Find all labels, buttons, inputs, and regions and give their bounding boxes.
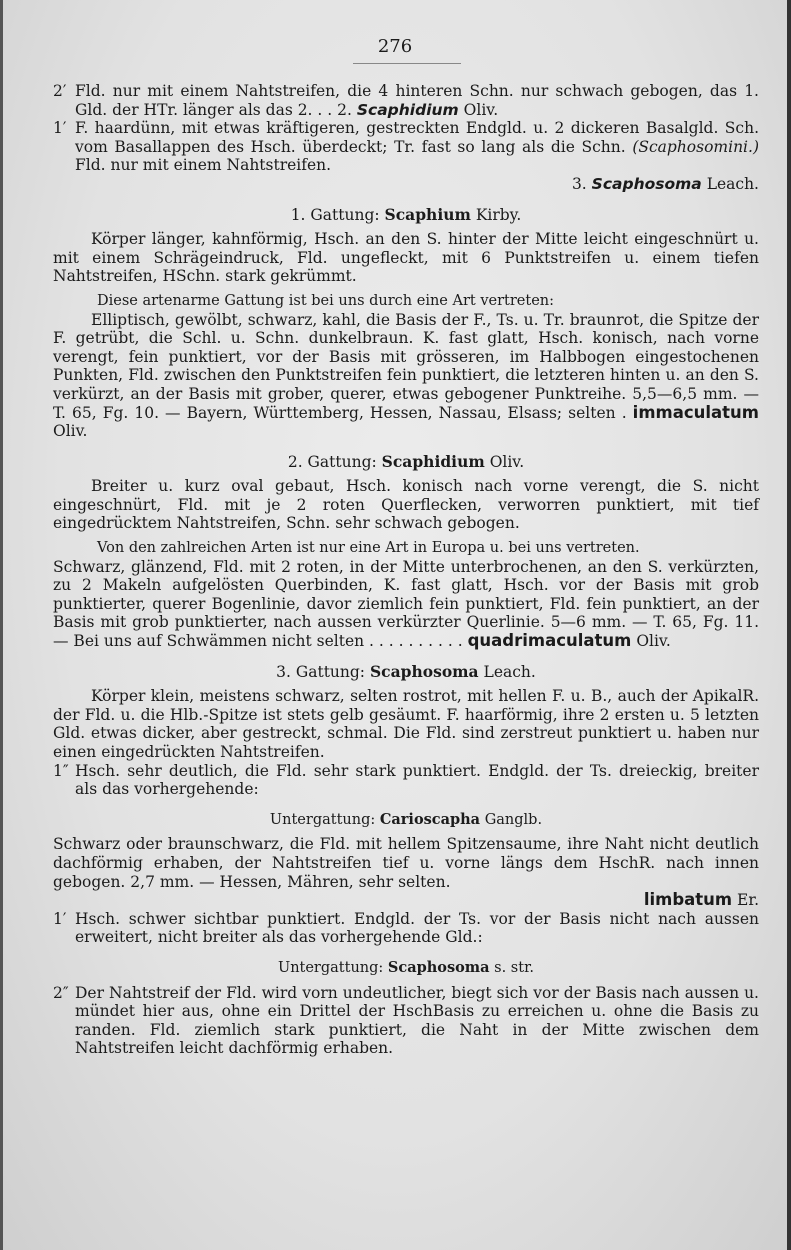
species-author: Oliv. bbox=[53, 422, 88, 441]
species-description: Schwarz, glänzend, Fld. mit 2 roten, in der Mitte unterbrochenen, an den S. verkürzten, zu 2 Makeln aufgelösten Querbinden, K. fast glatt, Hsch. vor der Basis mit grob punktierter, querer Bogenlinie, davor ziemlich fein punktiert, Fld. fein punktiert, an der Basis mit grob punktierter, nach aussen verkürzter Querlinie. 5—6 mm. — T. 65, Fg. 11. — Bei uns auf Schwämmen nicht selten . . . . . . . . . . bbox=[53, 557, 759, 651]
species-name: quadrimaculatum bbox=[467, 631, 632, 651]
key-number: 2″ bbox=[53, 983, 69, 1002]
page-body bbox=[53, 82, 759, 1058]
heading-label: 1. Gattung: bbox=[290, 205, 380, 224]
heading-label: 2. Gattung: bbox=[287, 452, 377, 471]
species-entry bbox=[53, 558, 759, 651]
key-couplet-2b bbox=[53, 984, 759, 1058]
genus-note: Von den zahlreichen Arten ist nur eine Art in Europa u. bei uns vertreten. bbox=[97, 540, 640, 557]
genus-description: Körper länger, kahnförmig, Hsch. an den S. hinter der Mitte leicht eingeschnürt u. mit einem Schrägeindruck, Fld. ungefleckt, mit 6 Punktstreifen u. einem tiefen Nahtstreifen, HSchn. stark gekrümmt. bbox=[53, 230, 759, 286]
key-text: Der Nahtstreif der Fld. wird vorn undeutlicher, biegt sich vor der Basis nach aussen u. mündet hier aus, ohne ein Drittel der HschBasis zu erreichen u. ohne die Basis zu randen. Fld. ziemlich stark punktiert, die Naht in der Mitte zwischen dem Nahtstreifen leicht dachförmig erhaben. bbox=[75, 983, 759, 1058]
genus-author: Leach. bbox=[706, 174, 759, 193]
key-couplet-1b bbox=[53, 762, 759, 799]
key-number: 1′ bbox=[53, 909, 67, 928]
species-author: Oliv. bbox=[636, 632, 671, 651]
heading-author: Oliv. bbox=[489, 452, 525, 471]
key-number: 2′ bbox=[53, 82, 67, 100]
species-entry bbox=[53, 311, 759, 441]
genus-note: Diese artenarme Gattung ist bei uns durch eine Art vertreten: bbox=[97, 292, 554, 309]
subgenus-label: Untergattung: bbox=[277, 959, 384, 976]
subgenus-name: Scaphosoma bbox=[387, 958, 490, 976]
subgenus-author: Ganglb. bbox=[484, 811, 543, 828]
genus-name: Scaphidium bbox=[356, 100, 459, 119]
subgenus-heading-scaphosoma bbox=[53, 959, 759, 978]
genus-heading-scaphidium bbox=[53, 453, 759, 472]
genus-name: Scaphosoma bbox=[591, 174, 702, 193]
key-text: Fld. nur mit einem Nahtstreifen, die 4 hinteren Schn. nur schwach gebogen, das 1. Gld. der HTr. länger als das 2. . . 2. bbox=[75, 82, 759, 119]
species-author: Er. bbox=[737, 891, 759, 910]
genus-heading-scaphosoma bbox=[53, 663, 759, 682]
species-description: Elliptisch, gewölbt, schwarz, kahl, die Basis der F., Ts. u. Tr. braunrot, die Spitze der F. getrübt, die Schl. u. Schn. dunkelbraun. K. fast glatt, Hsch. konisch, nach vorne verengt, fein punktiert, vor der Basis mit grösseren, im Halbbogen eingestochenen Punkten, Fld. zwischen den Punktstreifen fein punktiert, die letzteren hinten u. an den S. verkürzt, an der Basis mit grober, querer, etwas gebogener Punktreihe. 5,5—6,5 mm. — T. 65, Fg. 10. — Bayern, Württemberg, Hessen, Nassau, Elsass; selten . bbox=[53, 310, 759, 422]
subgenus-label: Untergattung: bbox=[269, 811, 376, 828]
key-text: Hsch. sehr deutlich, die Fld. sehr stark punktiert. Endgld. der Ts. dreieckig, breiter als das vorhergehende: bbox=[75, 761, 759, 799]
subgenus-name: Carioscapha bbox=[379, 810, 481, 828]
key-couplet-2a bbox=[53, 82, 759, 119]
species-name: limbatum bbox=[643, 890, 733, 910]
key-couplet-1a bbox=[53, 119, 759, 193]
key-text: Hsch. schwer sichtbar punktiert. Endgld. der Ts. vor der Basis nicht nach aussen erweitert, nicht breiter als das vorhergehende Gld.: bbox=[75, 909, 759, 947]
page-number-rule bbox=[353, 63, 461, 64]
key-couplet-1c bbox=[53, 910, 759, 947]
species-entry bbox=[53, 835, 759, 909]
tribe-name: (Scaphosomini.) bbox=[632, 137, 759, 156]
key-number: 1′ bbox=[53, 119, 67, 138]
key-text-continued: Fld. nur mit einem Nahtstreifen. bbox=[75, 156, 332, 175]
key-result-number: 3. bbox=[571, 174, 587, 193]
heading-genus: Scaphium bbox=[384, 204, 471, 224]
subgenus-author: s. str. bbox=[494, 959, 535, 976]
genus-author: Oliv. bbox=[463, 100, 499, 119]
genus-description: Breiter u. kurz oval gebaut, Hsch. konisch nach vorne verengt, die S. nicht eingeschnürt, Fld. mit je 2 roten Querflecken, verworren punktiert, mit tief eingedrücktem Nahtstreifen, Schn. sehr schwach gebogen. bbox=[53, 477, 759, 533]
page-number: 276 bbox=[377, 36, 413, 57]
heading-author: Kirby. bbox=[475, 205, 522, 224]
heading-genus: Scaphosoma bbox=[369, 661, 479, 681]
heading-label: 3. Gattung: bbox=[276, 662, 366, 681]
species-name: immaculatum bbox=[632, 402, 759, 422]
heading-genus: Scaphidium bbox=[381, 451, 485, 471]
genus-description: Körper klein, meistens schwarz, selten rostrot, mit hellen F. u. B., auch der ApikalR. der Fld. u. die Hlb.-Spitze ist stets gelb gesäumt. F. haarförmig, ihre 2 ersten u. 5 letzten Gld. etwas dicker, aber gestreckt, schmal. Die Fld. sind zerstreut punktiert u. haben nur einen eingedrückten Nahtstreifen. bbox=[53, 687, 759, 761]
subgenus-heading-carioscapha bbox=[53, 811, 759, 830]
key-text: F. haardünn, mit etwas kräftigeren, gestreckten Endgld. u. 2 dickeren Basalgld. Sch. vom Basallappen des Hsch. überdeckt; Tr. fast so lang als die Schn. bbox=[75, 119, 759, 156]
key-number: 1″ bbox=[53, 761, 69, 780]
genus-heading-scaphium bbox=[53, 206, 759, 225]
heading-author: Leach. bbox=[483, 662, 536, 681]
species-description: Schwarz oder braunschwarz, die Fld. mit hellem Spitzensaume, ihre Naht nicht deutlich dachförmig erhaben, der Nahtstreifen tief u. vorne längs dem HschR. nach innen gebogen. 2,7 mm. — Hessen, Mähren, sehr selten. bbox=[53, 835, 759, 891]
